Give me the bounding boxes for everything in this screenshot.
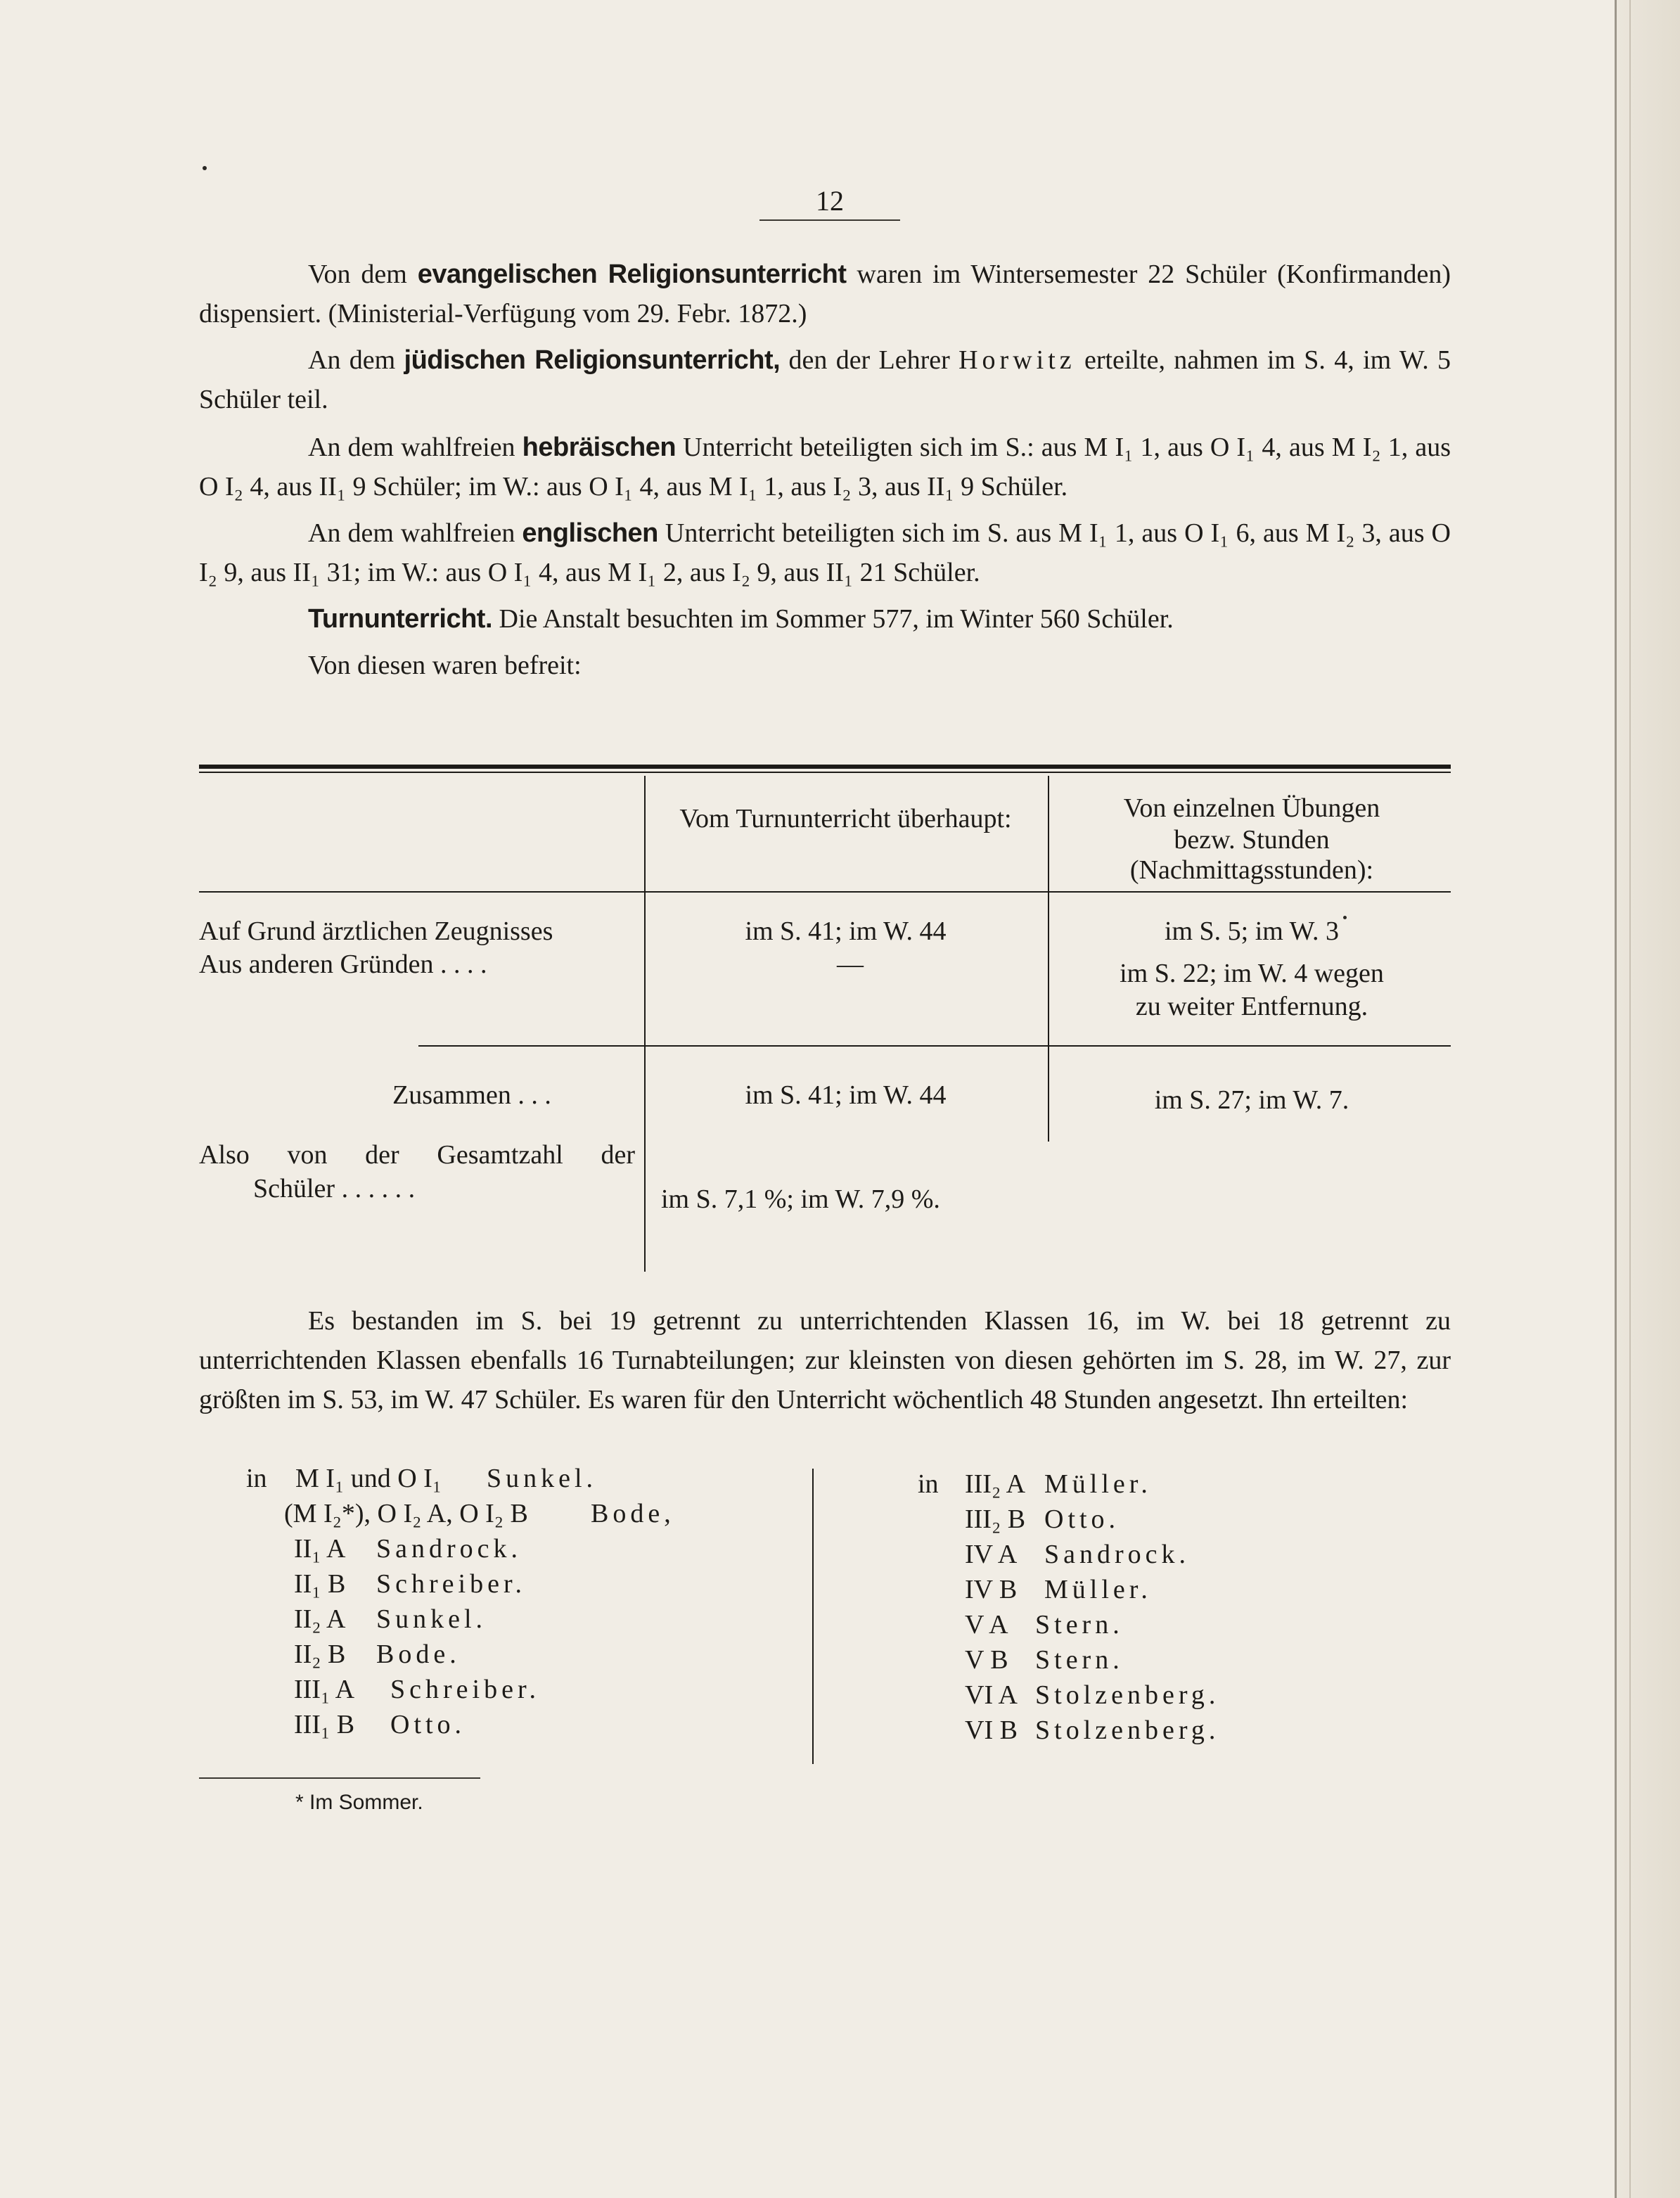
teacher-right-classes: VI B xyxy=(965,1715,1018,1745)
teacher-right-classes: V B xyxy=(965,1645,1008,1675)
text-run: An dem xyxy=(308,345,404,375)
table-top-rule xyxy=(199,765,1451,769)
teacher-right-name: Müller. xyxy=(1044,1469,1152,1499)
table-row-label: Auf Grund ärztlichen Zeugnisses xyxy=(199,916,553,946)
table-column-divider xyxy=(644,776,646,1272)
teacher-right-classes: IV B xyxy=(965,1575,1018,1604)
bold-term: Turnunterricht. xyxy=(308,604,493,634)
paragraph-gymnastics xyxy=(199,599,1451,639)
upper-text-block xyxy=(199,255,1451,685)
teacher-left-name: Bode. xyxy=(376,1640,461,1669)
table-column-divider xyxy=(1048,776,1049,1142)
lower-text-block xyxy=(199,1301,1451,1419)
teacher-left-classes: II₁ B xyxy=(294,1569,346,1599)
teacher-left-name: Schreiber. xyxy=(376,1569,527,1599)
text-run: den der Lehrer xyxy=(780,345,959,375)
table-header-col3-line2: bezw. Stunden xyxy=(1174,825,1330,855)
paragraph-english xyxy=(199,513,1451,592)
bold-term: evangelischen Religionsunterricht xyxy=(417,260,847,289)
text-run: An dem wahlfreien xyxy=(308,518,522,548)
teacher-left-classes: II₂ A xyxy=(294,1604,346,1634)
teacher-right-name: Stern. xyxy=(1035,1645,1124,1675)
table-total-cell: im S. 41; im W. 44 xyxy=(745,1080,947,1110)
footnote-rule xyxy=(199,1777,480,1779)
teacher-left-classes: III₁ B xyxy=(294,1710,355,1739)
teacher-right-name: Müller. xyxy=(1044,1575,1152,1604)
table-header-col3-line1: Von einzelnen Übungen xyxy=(1123,793,1380,823)
teacher-left-name: Sandrock. xyxy=(376,1534,522,1564)
paragraph-classes: Es bestanden im S. bei 19 getrennt zu unterrichtenden Klassen 16, im W. bei 18 getrennt zu unterrichtenden Klassen ebenfalls 16 Turnabteilungen; zur kleinsten von diesen gehörten im S. 28, im W. 27, zur größten im S. 53, im W. 47 Schüler. Es waren für den Unterricht wöchentlich 48 Stunden angesetzt. Ihn erteilten: xyxy=(199,1306,1451,1414)
table-overall-label: Schüler . . . . . . xyxy=(253,1174,416,1203)
teacher-right-name: Stern. xyxy=(1035,1610,1124,1640)
text-run: Unterricht beteiligten sich im S. aus M I₁ 1, aus O I₁ 6, aus M I₂ 3, aus O I₂ 9, aus II₁ 31; im W.: aus O I₁ 4, aus M I₁ 2, aus I₂ 9, aus II₁ 21 Schüler. xyxy=(199,518,1451,587)
paragraph-jewish xyxy=(199,340,1451,419)
page-edge-fold xyxy=(1629,0,1631,2198)
table-cell: zu weiter Entfernung. xyxy=(1135,992,1368,1021)
table-cell: im S. 41; im W. 44 xyxy=(745,916,947,946)
teacher-right-name: Otto. xyxy=(1044,1504,1120,1534)
teacher-left-classes: II₁ A xyxy=(294,1534,346,1564)
table-header-col2: Vom Turnunterricht überhaupt: xyxy=(679,804,1012,833)
teacher-right-classes: III₂ B xyxy=(965,1504,1026,1534)
teacher-right-name: Stolzenberg. xyxy=(1035,1715,1220,1745)
table-header-col3-line3: (Nachmittagsstunden): xyxy=(1129,855,1374,885)
table-overall-value: im S. 7,1 %; im W. 7,9 %. xyxy=(661,1184,940,1214)
paragraph-hebrew xyxy=(199,428,1451,506)
teacher-left-name: Sunkel. xyxy=(376,1604,487,1634)
teacher-right-classes: V A xyxy=(965,1610,1008,1640)
text-run: Unterricht beteiligten sich im S.: aus M I₁ 1, aus O I₁ 4, aus M I₂ 1, aus O I₂ 4, aus II₁ 9 Schüler; im W.: aus O I₁ 4, aus M I₁ 1, aus I₂ 3, aus II₁ 9 Schüler. xyxy=(199,433,1451,501)
teacher-right-classes: IV A xyxy=(965,1540,1018,1569)
teacher-name: Horwitz xyxy=(958,345,1076,375)
text-run: Von dem xyxy=(308,260,418,289)
teacher-list xyxy=(211,1463,1406,1780)
ink-speck xyxy=(203,166,207,170)
page-edge xyxy=(1615,0,1680,2198)
paragraph-exempted-intro: Von diesen waren befreit: xyxy=(308,651,582,680)
table-total-cell: im S. 27; im W. 7. xyxy=(1154,1085,1349,1115)
teacher-right-classes: VI A xyxy=(965,1680,1018,1710)
text-run: Die Anstalt besuchten im Sommer 577, im Winter 560 Schüler. xyxy=(492,604,1174,634)
table-top-rule-thin xyxy=(199,772,1451,773)
table-subtotal-rule xyxy=(418,1045,1451,1047)
table-overall-label: Also von der Gesamtzahl der xyxy=(199,1140,635,1170)
table-column-divider-low xyxy=(644,1224,646,1272)
table-cell: im S. 5; im W. 3 xyxy=(1164,916,1340,946)
teacher-right-name: Stolzenberg. xyxy=(1035,1680,1220,1710)
teacher-left-classes: M I₁ und O I₁ xyxy=(295,1464,442,1493)
footnote: * Im Sommer. xyxy=(295,1791,423,1814)
bold-term: englischen xyxy=(522,518,658,548)
teacher-left-name: Sunkel. xyxy=(487,1464,598,1493)
teacher-right-prefix: in xyxy=(918,1469,939,1499)
bold-term: jüdischen Religionsunterricht, xyxy=(404,345,781,375)
text-run: erteilte, nahmen im S. 4, im W. 5 Schüler teil. xyxy=(199,345,1451,414)
teacher-left-name: Schreiber. xyxy=(390,1675,541,1704)
teacher-right-classes: III₂ A xyxy=(965,1469,1026,1499)
paragraph-evangelical xyxy=(199,255,1451,333)
teacher-left-classes: (M I₂*), O I₂ A, O I₂ B xyxy=(284,1499,528,1528)
page-number-rule xyxy=(759,219,900,221)
text-run: waren im Wintersemester 22 Schüler (Konfirmanden) dispensiert. (Ministerial-Verfügung vom 29. Febr. 1872.) xyxy=(199,260,1451,328)
teacher-left-name: Bode, xyxy=(591,1499,675,1528)
table-row-label: Aus anderen Gründen . . . . xyxy=(199,950,487,979)
teacher-left-classes: II₂ B xyxy=(294,1640,346,1669)
table-cell: im S. 22; im W. 4 wegen xyxy=(1120,959,1384,988)
text-run: An dem wahlfreien xyxy=(308,433,522,462)
teacher-left-name: Otto. xyxy=(390,1710,466,1739)
page-number: 12 xyxy=(816,185,844,217)
table-total-label: Zusammen . . . xyxy=(392,1080,551,1110)
teacher-left-prefix: in xyxy=(246,1464,267,1493)
teacher-left-classes: III₁ A xyxy=(294,1675,355,1704)
bold-term: hebräischen xyxy=(522,433,677,462)
table-cell: — xyxy=(837,950,864,979)
teacher-right-name: Sandrock. xyxy=(1044,1540,1191,1569)
table-header-rule xyxy=(199,891,1451,893)
